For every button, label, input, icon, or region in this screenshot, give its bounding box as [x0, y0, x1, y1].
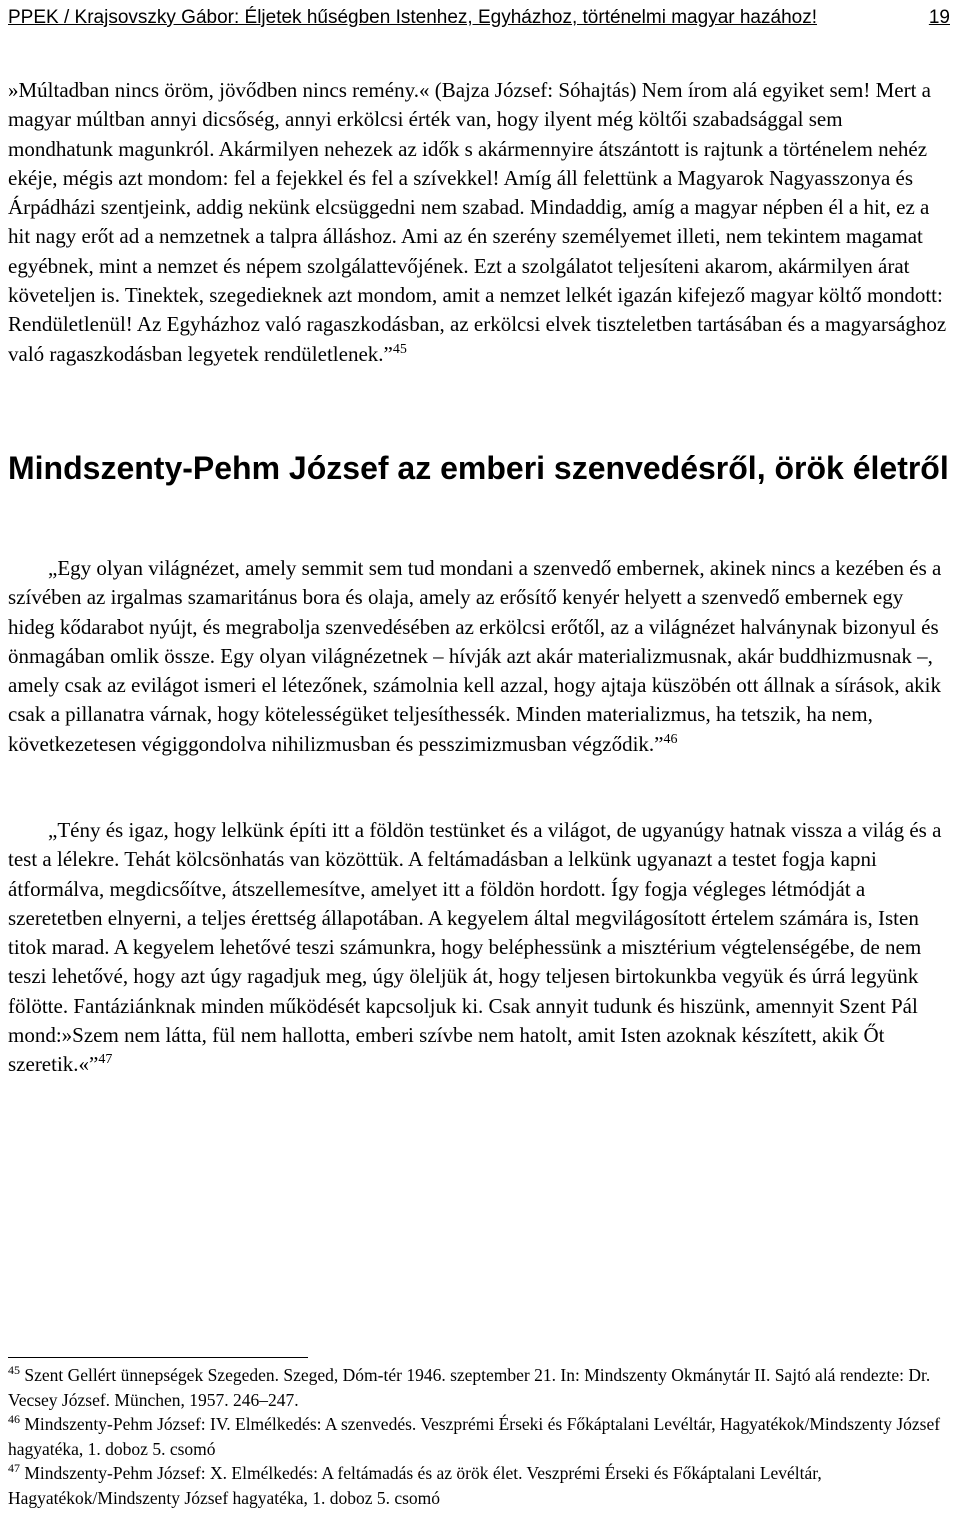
footnote-text: Mindszenty-Pehm József: IV. Elmélkedés: A szenvedés. Veszprémi Érseki és Főkáptalani Levéltár, Hagyatékok/Mindszenty József hagyatéka, 1. doboz 5. csomó [8, 1414, 941, 1459]
footnote-46 [8, 1412, 952, 1461]
footnote-ref[interactable]: 45 [392, 341, 407, 357]
page-number: 19 [928, 7, 950, 28]
footnotes [8, 1363, 952, 1510]
running-header [8, 6, 952, 30]
paragraph-text: „Tény és igaz, hogy lelkünk építi itt a földön testünket és a világot, de ugyanúgy hatnak vissza a világ és a test a lélekre. Tehát kölcsönhatás van közöttük. A feltámadásban a lelkünk ugyanazt a testet fogja kapni átformálva, megdicsőítve, átszellemesítve, amelyet itt a földön hordott. Így fogja végleges létmódját a szeretetben elnyerni, a teljes érettség állapotában. A kegyelem által megvilágosított értelem számára is, Isten titok marad. A kegyelem lehetővé teszi számunkra, hogy beléphessünk a misztérium végtelenségébe, de nem teszi lehetővé, hogy azt úgy ragadjuk meg, úgy öleljük át, hogy teljesen birtokunkba vegyük és úrrá legyünk fölötte. Fantáziánknak minden működését kapcsoljuk ki. Csak annyit tudunk és hiszünk, amennyit Szent Pál mond:»Szem nem látta, fül nem hallotta, emberi szívbe nem hatolt, amit Isten azoknak készített, akik Őt szeretik.«” [8, 818, 942, 1077]
footnote-ref[interactable]: 47 [98, 1052, 113, 1068]
footnote-number: 45 [8, 1363, 20, 1378]
footnote-47 [8, 1461, 952, 1510]
paragraph-text: „Egy olyan világnézet, amely semmit sem tud mondani a szenvedő embernek, akinek nincs a kezében és a szívében az irgalmas szamaritánus bora és olaja, amely az erősítő kenyér helyett a szenvedő embernek egy hideg kődarabot nyújt, és megrabolja szenvedésében az erkölcsi erőtől, az a világnézet halványnak bizonyul és önmagában omlik össze. Egy olyan világnézetnek – hívják azt akár materializmusnak, akár buddhizmusnak –, amely csak az evilágot ismeri el létezőnek, számolnia kell azzal, hogy ajtaja küszöbén ott állnak a sírások, akik csak a pillanatra várnak, hogy kötelességüket teljesíthessék. Minden materializmus, ha tetszik, ha nem, következetesen végiggondolva nihilizmusban és pesszimizmusban végződik.” [8, 556, 942, 756]
header-title: PPEK / Krajsovszky Gábor: Éljetek hűségben Istenhez, Egyházhoz, történelmi magyar hazához! [8, 7, 817, 28]
footnote-45 [8, 1363, 952, 1412]
footnote-number: 47 [8, 1461, 20, 1476]
footnote-text: Mindszenty-Pehm József: X. Elmélkedés: A feltámadás és az örök élet. Veszprémi Érseki és Főkáptalani Levéltár, Hagyatékok/Mindszenty József hagyatéka, 1. doboz 5. csomó [8, 1463, 822, 1508]
footnote-divider [8, 1357, 308, 1358]
paragraph-quote-bajza [8, 76, 952, 369]
paragraph-eternal-life [8, 816, 952, 1080]
footnote-ref[interactable]: 46 [663, 731, 678, 747]
paragraph-text: »Múltadban nincs öröm, jövődben nincs remény.« (Bajza József: Sóhajtás) Nem írom alá egyiket sem! Mert a magyar múltban annyi dicsőség, annyi erkölcsi érték van, hogy ilyent még költői szabadsággal sem mondhatunk magunkról. Akármilyen nehezek az idők s akármennyire átszántott is rajtunk a történelem nehéz ekéje, mégis azt mondom: fel a fejekkel és fel a szívekkel! Amíg áll felettünk a Magyarok Nagyasszonya és Árpádházi szentjeink, addig nekünk elcsüggedni nem szabad. Mindaddig, amíg a magyar népben él a hit, ez a hit nagy erőt ad a nemzetnek a talpra álláshoz. Ami az én szerény személyemet illeti, nem tekintem magamat egyébnek, mint a nemzet és népem szolgálattevőjének. Ezt a szolgálatot teljesíteni akarom, akármilyen árat követeljen is. Tinektek, szegedieknek azt mondom, amit a nemzet lelkét igazán kifejező magyar költő mondott: Rendületlenül! Az Egyházhoz való ragaszkodásban, az erkölcsi elvek tiszteletben tartásában és a magyarsághoz való ragaszkodásban legyetek rendületlenek.” [8, 78, 947, 366]
footnote-text: Szent Gellért ünnepségek Szegeden. Szeged, Dóm-tér 1946. szeptember 21. In: Mindszenty Okmánytár II. Sajtó alá rendezte: Dr. Vecsey József. München, 1957. 246–247. [8, 1365, 931, 1410]
section-heading: Mindszenty-Pehm József az emberi szenvedésről, örök életről [8, 450, 949, 486]
footnote-number: 46 [8, 1412, 20, 1427]
paragraph-suffering [8, 554, 952, 759]
